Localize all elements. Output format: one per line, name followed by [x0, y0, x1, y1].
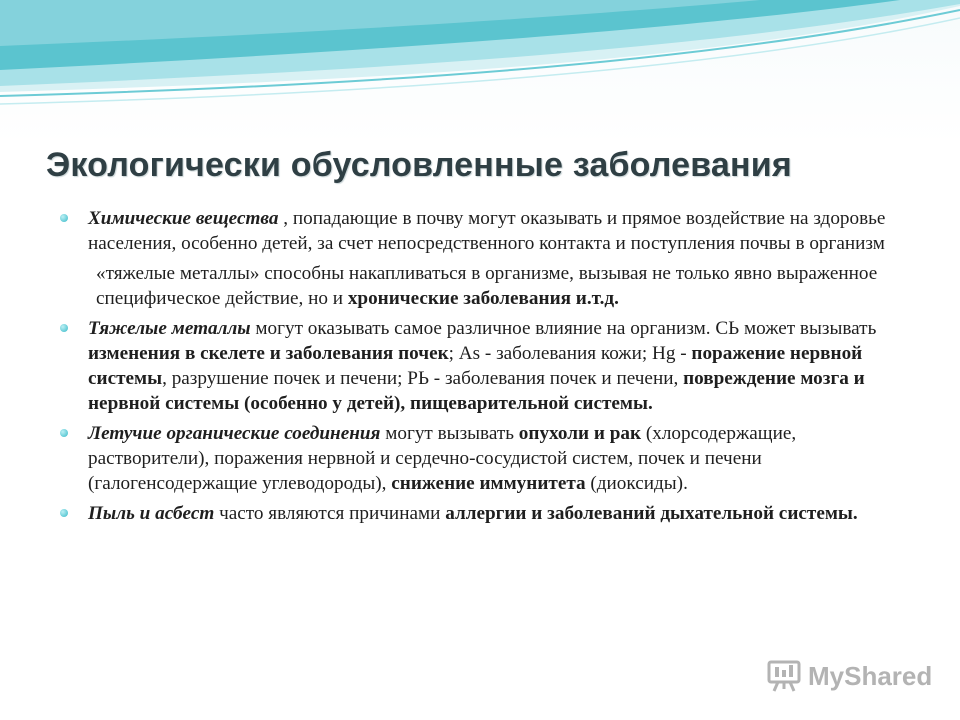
highlight-brain-damage: повреждение мозга и нервной системы (особенно у детей), пищеварительной системы. [88, 368, 865, 414]
text-segment: «тяжелые металлы» способны накапливаться в организме, вызывая не только явно выраженное специфическое действие, но и [96, 263, 878, 309]
text-segment: могут вызывать [380, 423, 519, 444]
term-dust-asbestos: Пыль и асбест [88, 503, 215, 524]
slide-content [60, 206, 910, 531]
bullet-icon [60, 324, 68, 332]
text-segment: , разрушение почек и печени; РЬ - заболевания почек и печени, [162, 368, 684, 389]
text-segment: часто являются причинами [214, 503, 446, 524]
text-segment: (хлорсодержащие, растворители), поражения нервной и сердечно-сосудистой систем, почек и печени (галогенсодержащие углеводороды), [88, 423, 797, 494]
paragraph-dust-asbestos [60, 501, 910, 526]
highlight-allergy-respiratory: аллергии и заболеваний дыхательной системы. [445, 503, 858, 524]
term-chemicals: Химические вещества [88, 208, 279, 229]
term-volatile-organics: Летучие органические соединения [88, 423, 381, 444]
slide-title: Экологически обусловленные заболевания [46, 146, 792, 184]
highlight-nervous-system: поражение нервной системы [88, 343, 863, 389]
bullet-icon [60, 214, 68, 222]
highlight-immunity: снижение иммунитета [391, 473, 586, 494]
myshared-watermark [766, 656, 932, 696]
bullet-icon [60, 509, 68, 517]
text-segment: могут оказывать самое различное влияние на организм. СЬ может вызывать [250, 318, 877, 339]
text-segment: ; As - заболевания кожи; Hg - [448, 343, 692, 364]
text-segment: , попадающие в почву могут оказывать и прямое воздействие на здоровье населения, особенно детей, за счет непосредственного контакта и поступления почвы в организм [88, 208, 886, 254]
bullet-icon [60, 429, 68, 437]
highlight-skeleton-kidneys: изменения в скелете и заболевания почек [88, 343, 449, 364]
paragraph-heavy-metals-note [60, 261, 910, 311]
presentation-board-icon [766, 659, 802, 693]
highlight-tumors-cancer: опухоли и рак [518, 423, 642, 444]
paragraph-chemicals [60, 206, 910, 256]
highlight-chronic-diseases: хронические заболевания и.т.д. [347, 288, 619, 309]
header-waves-decoration [0, 0, 960, 110]
term-heavy-metals: Тяжелые металлы [88, 318, 251, 339]
watermark-text: MyShared [808, 660, 933, 691]
paragraph-volatile-organics [60, 421, 910, 496]
text-segment: (диоксиды). [585, 473, 688, 494]
paragraph-heavy-metals [60, 316, 910, 416]
